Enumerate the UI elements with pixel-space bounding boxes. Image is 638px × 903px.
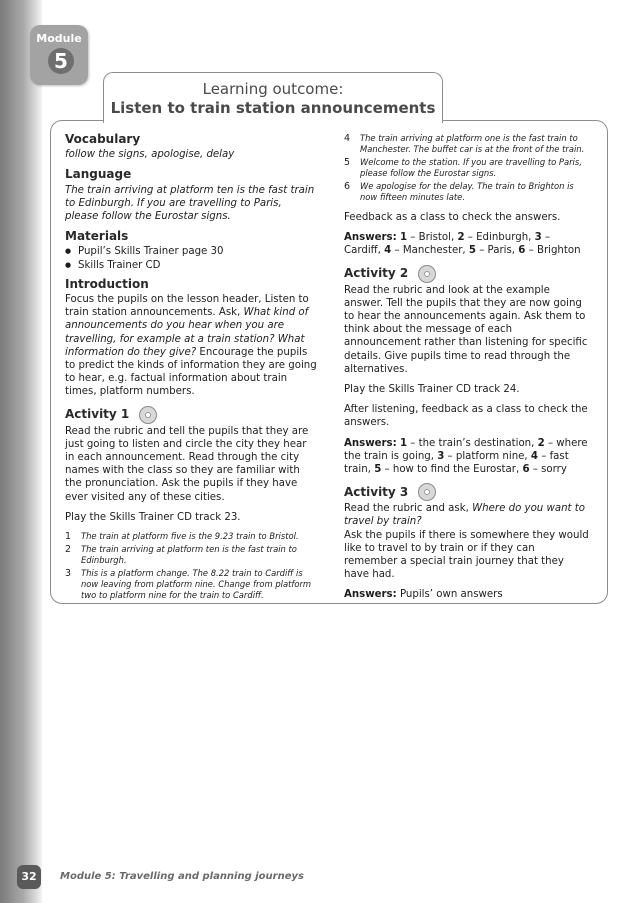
- activity-2-play: Play the Skills Trainer CD track 24.: [344, 384, 520, 396]
- answers-3: Answers: Pupils’ own answers: [344, 589, 503, 601]
- activity-3-header: [344, 483, 590, 501]
- vocabulary-heading: Vocabulary: [65, 132, 141, 146]
- transcript-item: 6 We apologise for the delay. The train to Brighton is now fifteen minutes late.: [344, 181, 574, 202]
- speaking-icon: [418, 483, 436, 501]
- module-label: Module: [36, 32, 82, 45]
- activity-1-heading: Activity 1: [65, 407, 130, 422]
- materials-heading: Materials: [65, 229, 129, 244]
- activity-1-play: Play the Skills Trainer CD track 23.: [65, 511, 241, 523]
- transcript-item: 2 The train arriving at platform ten is the fast train to Edinburgh.: [65, 544, 297, 566]
- transcript-list-right: [344, 133, 590, 203]
- transcript-item: 3 This is a platform change. The 8.22 train to Cardiff is now leaving from platform nine. Change from platform two to platform nine for the train to Cardiff.: [65, 568, 312, 601]
- transcript-list-left: [65, 531, 317, 601]
- activity-2-heading: Activity 2: [344, 266, 409, 280]
- left-column: [65, 133, 317, 609]
- language-text: The train arriving at platform ten is the fast train to Edinburgh. If you are travelling to Paris, please follow the Eurostar signs.: [65, 184, 315, 223]
- transcript-item: 5 Welcome to the station. If you are travelling to Paris, please follow the Eurostar signs.: [344, 157, 582, 178]
- answers-2: Answers: 1 – the train’s destination, 2 – where the train is going, 3 – platform nine, 4 – fast train, 5 – how to find the Eurostar, 6 – sorry: [344, 437, 588, 476]
- cd-icon: [139, 406, 157, 424]
- activity-1-header: [65, 406, 317, 424]
- activity-2-header: [344, 265, 590, 283]
- feedback-text: Feedback as a class to check the answers.: [344, 212, 561, 223]
- module-number: 5: [48, 48, 74, 74]
- materials-item: ● Pupil’s Skills Trainer page 30: [65, 245, 317, 258]
- learning-outcome-subtitle: Listen to train station announcements: [110, 99, 436, 117]
- cd-icon: [418, 265, 436, 283]
- transcript-item: 1 The train at platform five is the 9.23 train to Bristol.: [65, 531, 299, 543]
- materials-item: ● Skills Trainer CD: [65, 259, 317, 272]
- language-heading: Language: [65, 167, 132, 182]
- answers-1: Answers: 1 – Bristol, 2 – Edinburgh, 3 – Cardiff, 4 – Manchester, 5 – Paris, 6 – Brighton: [344, 232, 581, 257]
- page-number: 32: [17, 865, 41, 889]
- introduction-text: Focus the pupils on the lesson header, Listen to train station announcements. Ask, What kind of announcements do you hear when you are travelling, for example at a train station? What information do they give? Encourage the pupils to predict the kinds of information they are going to hear, e.g. factual information about train times, platform numbers.: [65, 294, 317, 398]
- activity-2-text: Read the rubric and look at the example answer. Tell the pupils that they are now going to hear the announcements again. Ask them to think about the message of each announcement rather than listening for specific details. Give pupils time to read through the alternatives.: [344, 284, 588, 375]
- learning-outcome-title: Learning outcome:: [202, 80, 344, 98]
- right-column: [344, 133, 590, 609]
- activity-3-heading: Activity 3: [344, 484, 409, 499]
- page-sidebar: [0, 0, 42, 903]
- module-tab: [30, 25, 88, 85]
- materials-list: [65, 245, 317, 271]
- vocabulary-text: follow the signs, apologise, delay: [65, 149, 235, 161]
- introduction-heading: Introduction: [65, 276, 149, 291]
- learning-outcome-box: [103, 72, 443, 123]
- activity-1-text: Read the rubric and tell the pupils that they are just going to listen and circle the city they hear in each announcement. Read through the city names with the class so they are familiar with the pronunciation. Ask the pupils if they have ever visited any of these cities.: [65, 425, 309, 503]
- activity-3-text: Read the rubric and ask, Where do you want to travel by train? Ask the pupils if there is somewhere they would like to travel to by train or if they can remember a special train journey that they have had.: [344, 503, 589, 581]
- footer-title: Module 5: Travelling and planning journeys: [60, 871, 304, 882]
- transcript-item: 4 The train arriving at platform one is the fast train to Manchester. The buffet car is at the front of the train.: [344, 133, 585, 154]
- activity-2-feedback: After listening, feedback as a class to check the answers.: [344, 404, 588, 429]
